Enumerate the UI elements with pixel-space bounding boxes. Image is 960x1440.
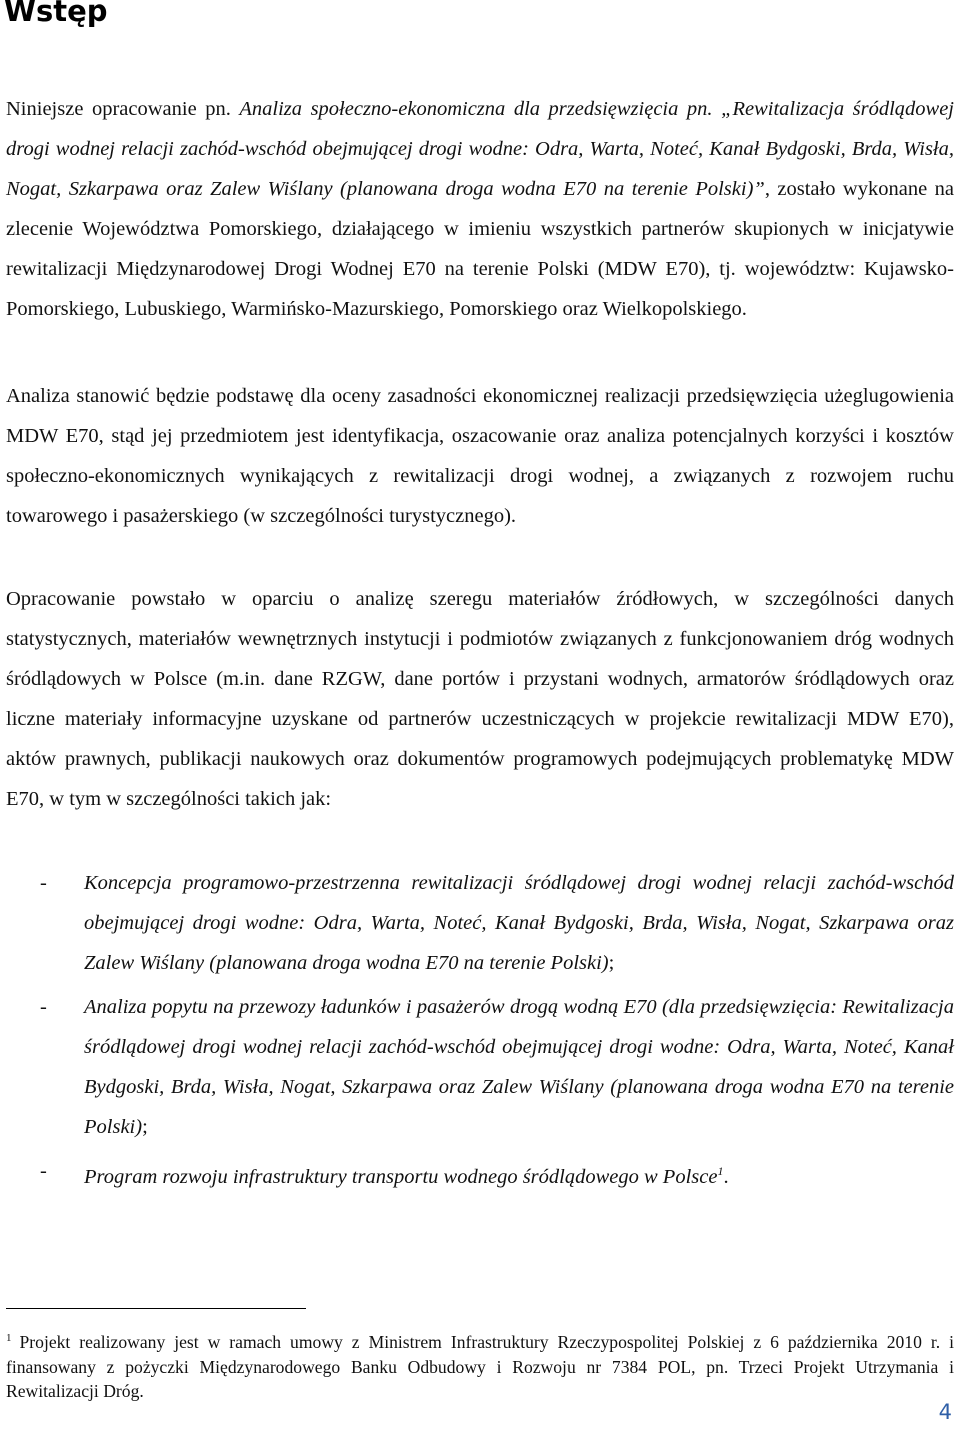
- list-item-text: Program rozwoju infrastruktury transportu wodnego śródlądowego w Polsce: [84, 1166, 718, 1188]
- footnote-reference[interactable]: 1: [717, 1164, 724, 1178]
- intro-paragraph: [6, 89, 954, 329]
- list-item-text: Analiza popytu na przewozy ładunków i pasażerów drogą wodną E70 (dla przedsięwzięcia: Rewitalizacja śródlądowej drogi wodnej relacji zachód-wschód obejmującej drogi wodne: Odra, Warta, Noteć, Kanał Bydgoski, Brda, Wisła, Nogat, Szkarpawa oraz Zalew Wiślany (planowana droga wodna E70 na terenie Polski): [84, 996, 954, 1138]
- intro-lead: Niniejsze opracowanie pn.: [6, 98, 240, 120]
- study-title: Analiza społeczno-ekonomiczna dla przedsięwzięcia pn. „Rewitalizacja śródlądowej drogi wodnej relacji zachód-wschód obejmującej drogi wodne: Odra, Warta, Noteć, Kanał Bydgoski, Brda, Wisła, Nogat, Szkarpawa oraz Zalew Wiślany (planowana droga wodna E70 na terenie Polski)”: [6, 98, 954, 200]
- list-item: [6, 1151, 954, 1197]
- list-item-punct: .: [723, 1166, 729, 1188]
- intro-rest: , zostało wykonane na zlecenie Województwa Pomorskiego, działającego w imieniu wszystkich partnerów skupionych w inicjatywie rewitalizacji Międzynarodowej Drogi Wodnej E70 na terenie Polski (MDW E70), tj. województw: Kujawsko-Pomorskiego, Lubuskiego, Warmińsko-Mazurskiego, Pomorskiego oraz Wielkopolskiego.: [6, 178, 954, 320]
- list-dash: -: [40, 872, 47, 894]
- list-item: [6, 987, 954, 1147]
- list-item: [6, 863, 954, 983]
- list-item-text: Koncepcja programowo-przestrzenna rewitalizacji śródlądowej drogi wodnej relacji zachód-wschód obejmującej drogi wodne: Odra, Warta, Noteć, Kanał Bydgoski, Brda, Wisła, Nogat, Szkarpawa oraz Zalew Wiślany (planowana droga wodna E70 na terenie Polski): [84, 872, 954, 974]
- footnote: [6, 1326, 954, 1404]
- analysis-paragraph: Analiza stanowić będzie podstawę dla oceny zasadności ekonomicznej realizacji przedsięwzięcia użeglugowienia MDW E70, stąd jej przedmiotem jest identyfikacja, oszacowanie oraz analiza potencjalnych korzyści i kosztów społeczno-ekonomicznych wynikających z rewitalizacji drogi wodnej, a związanych z rozwojem ruchu towarowego i pasażerskiego (w szczególności turystycznego).: [6, 385, 954, 527]
- list-item-punct: ;: [142, 1116, 148, 1138]
- source-documents-list: [6, 863, 954, 1201]
- footnote-text: Projekt realizowany jest w ramach umowy z Ministrem Infrastruktury Rzeczypospolitej Polskiej z 6 października 2010 r. i finansowany z pożyczki Międzynarodowego Banku Odbudowy i Rozwoju nr 7384 POL, pn. Trzeci Projekt Utrzymania i Rewitalizacji Dróg.: [6, 1332, 954, 1401]
- footnote-mark: 1: [6, 1332, 12, 1344]
- list-dash: -: [40, 1160, 47, 1182]
- footnote-separator: [6, 1308, 306, 1309]
- list-dash: -: [40, 996, 47, 1018]
- section-heading: Wstęp: [4, 0, 108, 28]
- page-number: 4: [938, 1400, 952, 1424]
- list-item-punct: ;: [608, 952, 615, 974]
- sources-paragraph: Opracowanie powstało w oparciu o analizę szeregu materiałów źródłowych, w szczególności danych statystycznych, materiałów wewnętrznych instytucji i podmiotów związanych z funkcjonowaniem dróg wodnych śródlądowych w Polsce (m.in. dane RZGW, dane portów i przystani wodnych, armatorów śródlądowych oraz liczne materiały informacyjne uzyskane od partnerów uczestniczących w projekcie rewitalizacji MDW E70), aktów prawnych, publikacji naukowych oraz dokumentów programowych podejmujących problematykę MDW E70, w tym w szczególności takich jak:: [6, 588, 954, 810]
